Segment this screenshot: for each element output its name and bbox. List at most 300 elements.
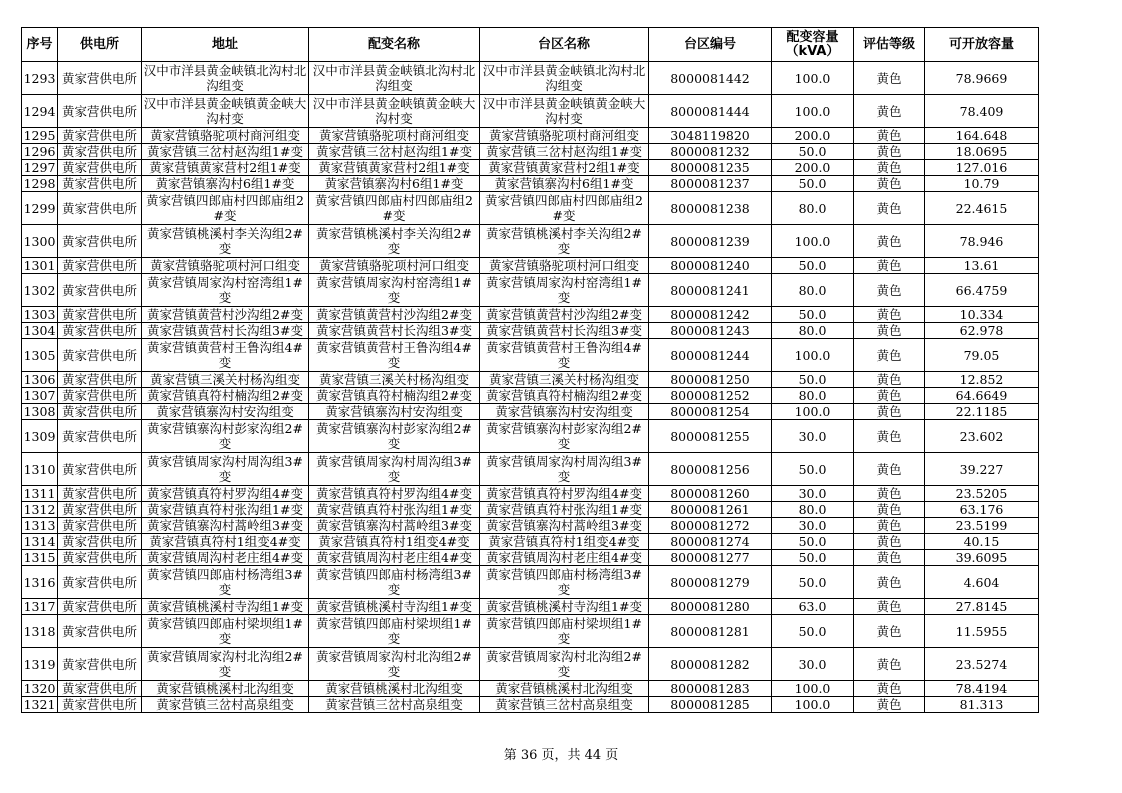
cell-station: 黄家营供电所 [58,486,142,502]
cell-open-capacity: 78.946 [925,225,1039,258]
table-row [22,697,1039,713]
cell-area-name: 黄家营镇骆驼项村河口组变 [480,258,649,274]
cell-transformer: 黄家营镇黄营村王鲁沟组4#变 [309,339,480,372]
cell-address: 黄家营镇黄营村沙沟组2#变 [142,307,309,323]
cell-area-name: 黄家营镇真符村1组变4#变 [480,534,649,550]
cell-capacity: 50.0 [772,307,854,323]
header-transformer: 配变名称 [309,28,480,62]
cell-station: 黄家营供电所 [58,404,142,420]
cell-seq: 1296 [22,144,58,160]
cell-open-capacity: 63.176 [925,502,1039,518]
cell-area-name: 黄家营镇寨沟村蒿岭组3#变 [480,518,649,534]
cell-open-capacity: 12.852 [925,372,1039,388]
table-row [22,62,1039,95]
cell-station: 黄家营供电所 [58,274,142,307]
cell-capacity: 80.0 [772,192,854,225]
cell-capacity: 50.0 [772,534,854,550]
cell-area-name: 黄家营镇三岔村赵沟组1#变 [480,144,649,160]
cell-station: 黄家营供电所 [58,62,142,95]
cell-seq: 1307 [22,388,58,404]
cell-address: 汉中市洋县黄金峡镇黄金峡大沟村变 [142,95,309,128]
cell-address: 黄家营镇骆驼项村河口组变 [142,258,309,274]
cell-area-name: 黄家营镇桃溪村李关沟组2#变 [480,225,649,258]
cell-transformer: 黄家营镇周家沟村周沟组3#变 [309,453,480,486]
cell-open-capacity: 39.6095 [925,550,1039,566]
cell-area-no: 8000081235 [649,160,772,176]
table-row [22,274,1039,307]
cell-seq: 1301 [22,258,58,274]
cell-area-name: 黄家营镇真符村张沟组1#变 [480,502,649,518]
cell-seq: 1305 [22,339,58,372]
cell-address: 黄家营镇骆驼项村商河组变 [142,128,309,144]
cell-seq: 1310 [22,453,58,486]
cell-area-name: 黄家营镇三溪关村杨沟组变 [480,372,649,388]
cell-open-capacity: 22.1185 [925,404,1039,420]
cell-open-capacity: 81.313 [925,697,1039,713]
cell-open-capacity: 39.227 [925,453,1039,486]
cell-capacity: 50.0 [772,144,854,160]
cell-area-name: 黄家营镇四郎庙村四郎庙组2#变 [480,192,649,225]
cell-area-name: 黄家营镇周家沟村北沟组2#变 [480,648,649,681]
table-header-row [22,28,1039,62]
cell-area-name: 黄家营镇黄营村沙沟组2#变 [480,307,649,323]
cell-open-capacity: 23.5205 [925,486,1039,502]
cell-seq: 1319 [22,648,58,681]
cell-station: 黄家营供电所 [58,648,142,681]
cell-area-name: 黄家营镇桃溪村寺沟组1#变 [480,599,649,615]
cell-grade: 黄色 [854,648,925,681]
cell-capacity: 100.0 [772,225,854,258]
cell-capacity: 50.0 [772,258,854,274]
cell-address: 黄家营镇四郎庙村四郎庙组2#变 [142,192,309,225]
cell-address: 黄家营镇寨沟村6组1#变 [142,176,309,192]
cell-address: 黄家营镇真符村罗沟组4#变 [142,486,309,502]
cell-station: 黄家营供电所 [58,176,142,192]
cell-station: 黄家营供电所 [58,681,142,697]
cell-area-name: 黄家营镇四郎庙村杨湾组3#变 [480,566,649,599]
cell-transformer: 黄家营镇四郎庙村杨湾组3#变 [309,566,480,599]
cell-grade: 黄色 [854,534,925,550]
cell-seq: 1294 [22,95,58,128]
cell-address: 黄家营镇寨沟村彭家沟组2#变 [142,420,309,453]
table-row [22,144,1039,160]
table-row [22,95,1039,128]
header-area-no: 台区编号 [649,28,772,62]
cell-grade: 黄色 [854,615,925,648]
cell-seq: 1293 [22,62,58,95]
cell-transformer: 黄家营镇三溪关村杨沟组变 [309,372,480,388]
cell-grade: 黄色 [854,225,925,258]
table-row [22,502,1039,518]
cell-capacity: 30.0 [772,648,854,681]
cell-capacity: 80.0 [772,388,854,404]
cell-grade: 黄色 [854,550,925,566]
table-row [22,566,1039,599]
header-area-name: 台区名称 [480,28,649,62]
cell-area-name: 汉中市洋县黄金峡镇黄金峡大沟村变 [480,95,649,128]
cell-grade: 黄色 [854,176,925,192]
cell-area-no: 8000081256 [649,453,772,486]
cell-capacity: 50.0 [772,566,854,599]
cell-address: 黄家营镇周沟村老庄组4#变 [142,550,309,566]
cell-area-name: 黄家营镇真符村楠沟组2#变 [480,388,649,404]
cell-capacity: 100.0 [772,681,854,697]
cell-area-no: 8000081255 [649,420,772,453]
table-row [22,420,1039,453]
cell-capacity: 100.0 [772,404,854,420]
cell-address: 黄家营镇桃溪村寺沟组1#变 [142,599,309,615]
cell-seq: 1317 [22,599,58,615]
cell-area-no: 8000081272 [649,518,772,534]
cell-address: 黄家营镇寨沟村安沟组变 [142,404,309,420]
cell-station: 黄家营供电所 [58,697,142,713]
cell-transformer: 黄家营镇寨沟村蒿岭组3#变 [309,518,480,534]
cell-station: 黄家营供电所 [58,420,142,453]
cell-seq: 1297 [22,160,58,176]
cell-area-no: 8000081243 [649,323,772,339]
document-page [21,27,1038,713]
cell-address: 黄家营镇真符村张沟组1#变 [142,502,309,518]
cell-area-name: 黄家营镇黄家营村2组1#变 [480,160,649,176]
cell-address: 黄家营镇周家沟村北沟组2#变 [142,648,309,681]
cell-address: 黄家营镇周家沟村周沟组3#变 [142,453,309,486]
cell-grade: 黄色 [854,192,925,225]
cell-open-capacity: 164.648 [925,128,1039,144]
cell-area-name: 黄家营镇四郎庙村梁坝组1#变 [480,615,649,648]
table-row [22,388,1039,404]
cell-area-no: 8000081280 [649,599,772,615]
cell-seq: 1298 [22,176,58,192]
cell-area-no: 8000081283 [649,681,772,697]
cell-area-no: 8000081254 [649,404,772,420]
cell-address: 黄家营镇三溪关村杨沟组变 [142,372,309,388]
table-row [22,258,1039,274]
cell-station: 黄家营供电所 [58,518,142,534]
cell-grade: 黄色 [854,388,925,404]
table-row [22,681,1039,697]
cell-address: 黄家营镇四郎庙村杨湾组3#变 [142,566,309,599]
cell-transformer: 黄家营镇真符村张沟组1#变 [309,502,480,518]
cell-open-capacity: 18.0695 [925,144,1039,160]
cell-capacity: 30.0 [772,486,854,502]
cell-area-no: 8000081281 [649,615,772,648]
cell-area-name: 黄家营镇周家沟村周沟组3#变 [480,453,649,486]
table-row [22,404,1039,420]
cell-grade: 黄色 [854,518,925,534]
cell-address: 黄家营镇四郎庙村梁坝组1#变 [142,615,309,648]
cell-transformer: 黄家营镇桃溪村北沟组变 [309,681,480,697]
cell-station: 黄家营供电所 [58,615,142,648]
cell-station: 黄家营供电所 [58,372,142,388]
cell-area-no: 8000081241 [649,274,772,307]
cell-area-no: 8000081274 [649,534,772,550]
cell-area-name: 黄家营镇寨沟村安沟组变 [480,404,649,420]
cell-open-capacity: 79.05 [925,339,1039,372]
header-grade: 评估等级 [854,28,925,62]
cell-open-capacity: 23.5199 [925,518,1039,534]
cell-area-name: 黄家营镇寨沟村彭家沟组2#变 [480,420,649,453]
cell-station: 黄家营供电所 [58,550,142,566]
cell-transformer: 黄家营镇四郎庙村四郎庙组2#变 [309,192,480,225]
cell-open-capacity: 27.8145 [925,599,1039,615]
cell-area-name: 黄家营镇真符村罗沟组4#变 [480,486,649,502]
cell-capacity: 50.0 [772,453,854,486]
cell-seq: 1303 [22,307,58,323]
cell-area-no: 8000081239 [649,225,772,258]
table-row [22,339,1039,372]
cell-seq: 1311 [22,486,58,502]
cell-capacity: 200.0 [772,160,854,176]
cell-address: 黄家营镇黄营村王鲁沟组4#变 [142,339,309,372]
cell-open-capacity: 23.5274 [925,648,1039,681]
cell-transformer: 黄家营镇周沟村老庄组4#变 [309,550,480,566]
table-row [22,323,1039,339]
cell-area-name: 黄家营镇寨沟村6组1#变 [480,176,649,192]
table-row [22,372,1039,388]
page-footer: 第 36 页，共 44 页 [503,748,619,763]
cell-seq: 1316 [22,566,58,599]
cell-area-name: 黄家营镇黄营村王鲁沟组4#变 [480,339,649,372]
cell-address: 黄家营镇周家沟村窑湾组1#变 [142,274,309,307]
table-row [22,599,1039,615]
cell-transformer: 黄家营镇黄营村长沟组3#变 [309,323,480,339]
cell-area-no: 8000081242 [649,307,772,323]
cell-grade: 黄色 [854,62,925,95]
cell-transformer: 黄家营镇桃溪村李关沟组2#变 [309,225,480,258]
header-address: 地址 [142,28,309,62]
cell-grade: 黄色 [854,160,925,176]
cell-open-capacity: 78.9669 [925,62,1039,95]
capacity-table [21,27,1039,713]
cell-grade: 黄色 [854,404,925,420]
cell-area-name: 黄家营镇黄营村长沟组3#变 [480,323,649,339]
cell-seq: 1321 [22,697,58,713]
cell-station: 黄家营供电所 [58,323,142,339]
table-row [22,225,1039,258]
cell-station: 黄家营供电所 [58,388,142,404]
cell-transformer: 黄家营镇骆驼项村商河组变 [309,128,480,144]
cell-capacity: 200.0 [772,128,854,144]
cell-grade: 黄色 [854,372,925,388]
cell-open-capacity: 66.4759 [925,274,1039,307]
cell-open-capacity: 40.15 [925,534,1039,550]
cell-station: 黄家营供电所 [58,534,142,550]
cell-grade: 黄色 [854,128,925,144]
cell-address: 黄家营镇黄家营村2组1#变 [142,160,309,176]
cell-open-capacity: 78.409 [925,95,1039,128]
cell-grade: 黄色 [854,339,925,372]
cell-transformer: 黄家营镇三岔村赵沟组1#变 [309,144,480,160]
cell-transformer: 黄家营镇四郎庙村梁坝组1#变 [309,615,480,648]
cell-seq: 1314 [22,534,58,550]
table-row [22,128,1039,144]
cell-seq: 1320 [22,681,58,697]
cell-station: 黄家营供电所 [58,599,142,615]
cell-capacity: 50.0 [772,372,854,388]
cell-station: 黄家营供电所 [58,339,142,372]
cell-open-capacity: 78.4194 [925,681,1039,697]
cell-station: 黄家营供电所 [58,95,142,128]
cell-station: 黄家营供电所 [58,307,142,323]
cell-station: 黄家营供电所 [58,160,142,176]
cell-area-no: 8000081237 [649,176,772,192]
cell-grade: 黄色 [854,144,925,160]
cell-capacity: 50.0 [772,550,854,566]
cell-capacity: 100.0 [772,697,854,713]
cell-area-no: 8000081240 [649,258,772,274]
cell-station: 黄家营供电所 [58,225,142,258]
cell-transformer: 黄家营镇寨沟村6组1#变 [309,176,480,192]
table-row [22,176,1039,192]
cell-seq: 1299 [22,192,58,225]
cell-area-no: 3048119820 [649,128,772,144]
header-capacity: 配变容量 （kVA） [772,28,854,62]
cell-grade: 黄色 [854,599,925,615]
cell-seq: 1302 [22,274,58,307]
cell-grade: 黄色 [854,697,925,713]
cell-station: 黄家营供电所 [58,144,142,160]
cell-station: 黄家营供电所 [58,258,142,274]
cell-seq: 1304 [22,323,58,339]
cell-area-no: 8000081279 [649,566,772,599]
cell-grade: 黄色 [854,323,925,339]
cell-address: 黄家营镇黄营村长沟组3#变 [142,323,309,339]
cell-transformer: 黄家营镇骆驼项村河口组变 [309,258,480,274]
cell-address: 黄家营镇真符村楠沟组2#变 [142,388,309,404]
cell-grade: 黄色 [854,681,925,697]
cell-area-no: 8000081260 [649,486,772,502]
cell-area-no: 8000081252 [649,388,772,404]
cell-grade: 黄色 [854,486,925,502]
cell-area-name: 黄家营镇周家沟村窑湾组1#变 [480,274,649,307]
table-row [22,453,1039,486]
header-seq: 序号 [22,28,58,62]
cell-open-capacity: 11.5955 [925,615,1039,648]
cell-capacity: 50.0 [772,615,854,648]
cell-station: 黄家营供电所 [58,566,142,599]
cell-transformer: 黄家营镇寨沟村彭家沟组2#变 [309,420,480,453]
table-row [22,192,1039,225]
cell-transformer: 黄家营镇寨沟村安沟组变 [309,404,480,420]
cell-seq: 1295 [22,128,58,144]
cell-area-no: 8000081238 [649,192,772,225]
cell-grade: 黄色 [854,307,925,323]
table-row [22,648,1039,681]
cell-address: 黄家营镇三岔村高泉组变 [142,697,309,713]
cell-area-name: 汉中市洋县黄金峡镇北沟村北沟组变 [480,62,649,95]
cell-address: 黄家营镇桃溪村李关沟组2#变 [142,225,309,258]
cell-open-capacity: 23.602 [925,420,1039,453]
cell-seq: 1306 [22,372,58,388]
cell-open-capacity: 64.6649 [925,388,1039,404]
table-body [22,62,1039,713]
cell-station: 黄家营供电所 [58,453,142,486]
cell-grade: 黄色 [854,95,925,128]
table-row [22,550,1039,566]
cell-address: 黄家营镇桃溪村北沟组变 [142,681,309,697]
cell-open-capacity: 62.978 [925,323,1039,339]
cell-seq: 1318 [22,615,58,648]
cell-open-capacity: 22.4615 [925,192,1039,225]
cell-capacity: 100.0 [772,62,854,95]
table-row [22,615,1039,648]
cell-capacity: 100.0 [772,339,854,372]
cell-capacity: 30.0 [772,518,854,534]
cell-transformer: 黄家营镇黄家营村2组1#变 [309,160,480,176]
cell-transformer: 汉中市洋县黄金峡镇黄金峡大沟村变 [309,95,480,128]
cell-transformer: 黄家营镇真符村楠沟组2#变 [309,388,480,404]
cell-station: 黄家营供电所 [58,502,142,518]
cell-station: 黄家营供电所 [58,128,142,144]
cell-area-no: 8000081442 [649,62,772,95]
cell-grade: 黄色 [854,258,925,274]
cell-seq: 1309 [22,420,58,453]
cell-address: 汉中市洋县黄金峡镇北沟村北沟组变 [142,62,309,95]
cell-capacity: 80.0 [772,274,854,307]
cell-grade: 黄色 [854,566,925,599]
cell-area-no: 8000081250 [649,372,772,388]
cell-area-no: 8000081444 [649,95,772,128]
cell-seq: 1313 [22,518,58,534]
cell-address: 黄家营镇真符村1组变4#变 [142,534,309,550]
cell-grade: 黄色 [854,274,925,307]
header-open-capacity: 可开放容量 [925,28,1039,62]
cell-capacity: 100.0 [772,95,854,128]
cell-seq: 1312 [22,502,58,518]
cell-area-name: 黄家营镇骆驼项村商河组变 [480,128,649,144]
cell-transformer: 黄家营镇周家沟村北沟组2#变 [309,648,480,681]
cell-area-name: 黄家营镇周沟村老庄组4#变 [480,550,649,566]
table-row [22,486,1039,502]
cell-transformer: 黄家营镇黄营村沙沟组2#变 [309,307,480,323]
cell-capacity: 80.0 [772,502,854,518]
cell-station: 黄家营供电所 [58,192,142,225]
cell-area-no: 8000081261 [649,502,772,518]
cell-area-name: 黄家营镇桃溪村北沟组变 [480,681,649,697]
cell-transformer: 黄家营镇三岔村高泉组变 [309,697,480,713]
cell-open-capacity: 10.79 [925,176,1039,192]
cell-transformer: 黄家营镇真符村1组变4#变 [309,534,480,550]
table-row [22,518,1039,534]
cell-area-no: 8000081244 [649,339,772,372]
cell-seq: 1300 [22,225,58,258]
cell-transformer: 黄家营镇真符村罗沟组4#变 [309,486,480,502]
cell-transformer: 黄家营镇桃溪村寺沟组1#变 [309,599,480,615]
cell-seq: 1315 [22,550,58,566]
table-row [22,534,1039,550]
cell-area-no: 8000081282 [649,648,772,681]
cell-capacity: 50.0 [772,176,854,192]
table-row [22,307,1039,323]
header-station: 供电所 [58,28,142,62]
cell-address: 黄家营镇三岔村赵沟组1#变 [142,144,309,160]
cell-open-capacity: 10.334 [925,307,1039,323]
cell-grade: 黄色 [854,502,925,518]
cell-grade: 黄色 [854,453,925,486]
cell-address: 黄家营镇寨沟村蒿岭组3#变 [142,518,309,534]
cell-open-capacity: 13.61 [925,258,1039,274]
cell-grade: 黄色 [854,420,925,453]
cell-seq: 1308 [22,404,58,420]
cell-capacity: 30.0 [772,420,854,453]
cell-open-capacity: 127.016 [925,160,1039,176]
cell-transformer: 黄家营镇周家沟村窑湾组1#变 [309,274,480,307]
cell-area-name: 黄家营镇三岔村高泉组变 [480,697,649,713]
cell-open-capacity: 4.604 [925,566,1039,599]
cell-transformer: 汉中市洋县黄金峡镇北沟村北沟组变 [309,62,480,95]
cell-area-no: 8000081277 [649,550,772,566]
cell-area-no: 8000081232 [649,144,772,160]
